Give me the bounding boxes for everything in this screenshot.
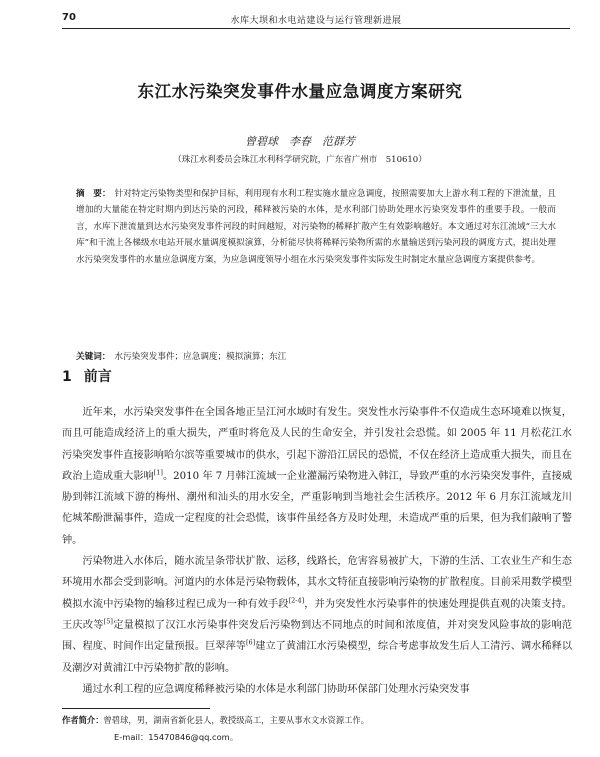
footnote-text: 曾碧球，男，湖南省新化县人，教授级高工，主要从事水文水资源工作。 — [103, 715, 370, 725]
author-footnote — [62, 712, 572, 746]
section-heading — [62, 366, 112, 386]
abstract — [76, 186, 556, 268]
citation: [5] — [103, 617, 113, 626]
paragraph-2 — [62, 551, 572, 679]
section-title: 前言 — [83, 369, 112, 385]
keywords-text: 水污染突发事件；应急调度；模拟演算；东江 — [114, 352, 287, 362]
paragraph-1-text-a: 近年来，水污染突发事件在全国各地正呈江河水域时有发生。突发性水污染事件不仅造成生态环境难以恢复，而且可能造成经济上的重大损失，严重时将危及人民的生命安全，并引发社会恐慌。如 2005 年 11 月松花江水污染突发事件直接影响哈尔滨等重要城市的供水，引起下游沿江居民的恐慌，不仅在经济上造成重大损失，而且在政治上造成重大影响 — [62, 407, 572, 482]
running-header — [62, 12, 570, 29]
body-text — [62, 402, 572, 700]
keywords-label: 关键词： — [76, 352, 111, 362]
paragraph-2-text-a: 污染物进入水体后，随水流呈条带状扩散、运移，线路长，危害容易被扩大，下游的生活、工农业生产和生态环境用水都会受到影响。河道内的水体是污染物载体，其水文特征直接影响污染物的扩散程度。目前采用数学模型模拟水流中污染物的输移过程已成为一种有效手段 — [62, 556, 572, 610]
affiliation: （珠江水利委员会珠江水利科学研究院，广东省广州市 510610） — [173, 155, 427, 165]
author-bio — [62, 712, 572, 729]
paper-title: 东江水污染突发事件水量应急调度方案研究 — [137, 82, 463, 101]
citation: [1] — [153, 468, 163, 477]
authors: 曾碧球 李春 范群芳 — [245, 135, 355, 148]
section-number: 1 — [62, 369, 72, 385]
paragraph-2-text-d: 建立了黄浦江水污染模型，综合考虑事故发生后人工清污、调水稀释以及潮汐对黄浦江中污染物扩散的影响。 — [62, 641, 573, 674]
author-email: E-mail：15470846@qq.com。 — [114, 732, 239, 742]
paragraph-2-text-b: ，并为突发性水污染事件的快速处理提供直观的决策支持。王庆改等 — [62, 598, 572, 631]
citation: [6] — [245, 638, 256, 647]
citation: [2-4] — [288, 596, 305, 605]
paragraph-1 — [62, 402, 572, 551]
paragraph-2-text-c: 定量模拟了汉江水污染事件突发后污染物到达不同地点的时间和浓度值，并对突发风险事故的影响范围、程度、时间作出定量预报。巨翠萍等 — [62, 619, 572, 653]
keywords — [76, 350, 556, 364]
footnote-rule — [62, 708, 210, 709]
paragraph-3: 通过水利工程的应急调度稀释被污染的水体是水利部门协助环保部门处理水污染突发事 — [82, 683, 470, 695]
paragraph-1-text-b: 。2010 年 7 月韩江流域一企业灌漏污染物进入韩江，导致严重的水污染突发事件，直接威胁到韩江流域下游的梅州、潮州和汕头的用水安全，严重影响到当地社会生活秩序。2012 年 6 月东江流域龙川佗城苯酚泄漏事件，造成一定程度的社会恐慌，该事件虽经各方及时处理，未造成严重的后果，但为我们敲响了警钟。 — [62, 470, 573, 546]
abstract-text: 针对特定污染物类型和保护目标，利用现有水利工程实施水量应急调度，按照需要加大上游水利工程的下泄流量，且增加的大量能在特定时期内到达污染的河段，稀释被污染的水体，是水利部门协助处理水污染突发事件的重要手段。一般而言，水库下泄流量到达水污染突发事件河段的时间越短，对污染物的稀释扩散产生有效影响越好。本文通过对东江流域“三大水库”和干流上各梯级水电站开展水量调度模拟演算，分析能尽快将稀释污染物所需的水量输送到污染河段的调度方式，提出处理水污染突发事件的水量应急调度方案，为应急调度领导小组在水污染突发事件实际发生时制定水量应急调度方案提供参考。 — [76, 189, 556, 265]
page-number: 70 — [62, 12, 76, 23]
footnote-label: 作者简介： — [62, 715, 104, 725]
journal-title: 水库大坝和水电站建设与运行管理新进展 — [230, 16, 402, 26]
abstract-label: 摘 要： — [76, 189, 111, 199]
